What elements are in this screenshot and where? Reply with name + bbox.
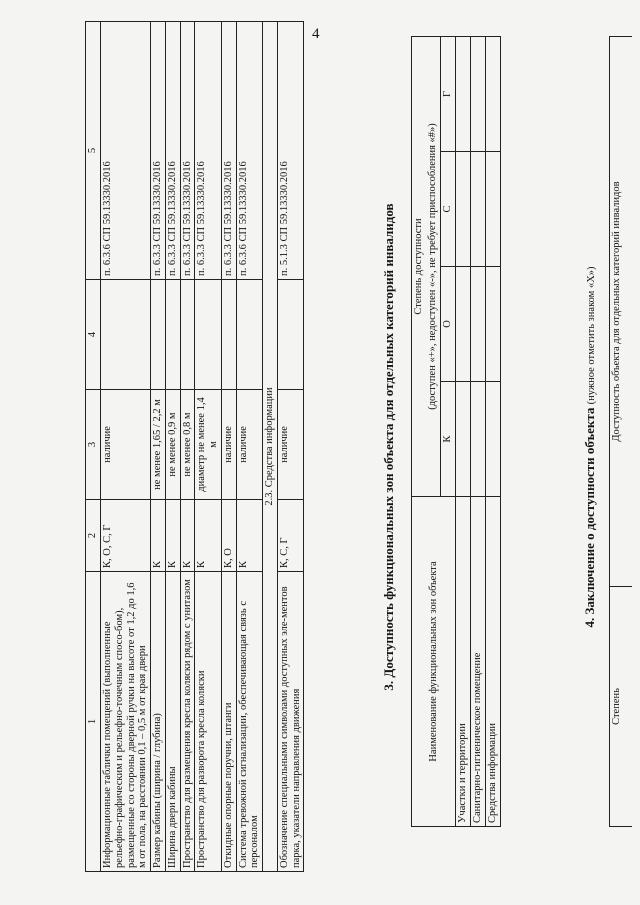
zone-g-cell — [486, 36, 501, 151]
zone-k-cell — [456, 382, 471, 497]
table-row — [486, 36, 501, 826]
page-number: 4 — [312, 26, 320, 42]
section-4-heading — [583, 22, 598, 872]
header-col-5: 5 — [86, 22, 101, 280]
reference-cell: п. 6.3.6 СП 59.13330.2016 — [236, 22, 263, 280]
actual-value — [221, 280, 236, 390]
category-header-o: О — [441, 267, 456, 382]
conclusion-header-row — [610, 37, 633, 827]
requirement-name: Пространство для разворота кресла коляски — [195, 572, 222, 872]
zone-g-cell — [456, 36, 471, 151]
rotated-page-content — [85, 22, 640, 872]
header-col-2: 2 — [86, 500, 101, 572]
table-row — [180, 22, 195, 872]
table-row — [165, 22, 180, 872]
actual-value — [195, 280, 222, 390]
section-row — [263, 22, 278, 872]
norm-value: наличие — [221, 390, 236, 500]
section-3-heading: 3. Доступность функциональных зон объекта для отдельных категорий инвалидов — [381, 203, 396, 691]
categories-cell: К — [236, 500, 263, 572]
reference-cell: п. 6.3.6 СП 59.13330.2016 — [101, 22, 151, 280]
availability-column-header: Доступность объекта для отдельных категорий инвалидов — [610, 37, 633, 587]
zone-s-cell — [456, 152, 471, 267]
zone-o-cell — [471, 267, 486, 382]
requirement-name: Размер кабины (ширина / глубина) — [151, 572, 166, 872]
categories-cell: К — [180, 500, 195, 572]
category-header-k: К — [441, 382, 456, 497]
reference-cell: п. 6.3.3 СП 59.13330.2016 — [195, 22, 222, 280]
reference-cell: п. 6.3.3 СП 59.13330.2016 — [165, 22, 180, 280]
categories-cell: К — [195, 500, 222, 572]
section-4-title: 4. Заключение о доступности объекта — [582, 407, 597, 628]
reference-cell: п. 6.3.3 СП 59.13330.2016 — [221, 22, 236, 280]
table-row — [236, 22, 263, 872]
categories-cell: К, О — [221, 500, 236, 572]
requirements-table — [85, 21, 304, 872]
zone-s-cell — [486, 152, 501, 267]
zone-name: Участки и территории — [456, 497, 471, 827]
category-header-g: Г — [441, 36, 456, 151]
categories-cell: К, С, Г — [277, 500, 304, 572]
categories-cell: К, О, С, Г — [101, 500, 151, 572]
requirement-name: Откидные опорные поручни, штанги — [221, 572, 236, 872]
table-row — [151, 22, 166, 872]
norm-value: не менее 0,8 м — [180, 390, 195, 500]
reference-cell: п. 6.3.3 СП 59.13330.2016 — [180, 22, 195, 280]
zone-name-header: Наименование функциональных зон объекта — [412, 497, 456, 827]
section-title: 2.3. Средства информации — [263, 22, 278, 872]
norm-value: не менее 0,9 м — [165, 390, 180, 500]
degree-column-header: Степень — [610, 587, 633, 827]
zone-o-cell — [456, 267, 471, 382]
actual-value — [151, 280, 166, 390]
table-row — [101, 22, 151, 872]
category-header-s: С — [441, 152, 456, 267]
reference-cell: п. 6.3.3 СП 59.13330.2016 — [151, 22, 166, 280]
actual-value — [165, 280, 180, 390]
zone-name: Санитарно-гигиеническое помещение — [471, 497, 486, 827]
zone-s-cell — [471, 152, 486, 267]
zone-k-cell — [471, 382, 486, 497]
categories-cell: К — [165, 500, 180, 572]
requirement-name: Ширина двери кабины — [165, 572, 180, 872]
actual-value — [101, 280, 151, 390]
header-col-4: 4 — [86, 280, 101, 390]
degree-subheader: (доступен «+», недоступен «-», не требует приспособления «#») — [426, 36, 441, 496]
requirement-name: Обозначение специальными символами доступных эле-ментов парка, указатели направления движения — [277, 572, 304, 872]
norm-value: наличие — [277, 390, 304, 500]
degree-header: Степень доступности — [412, 36, 427, 496]
requirements-header-row — [86, 22, 101, 872]
table-row — [471, 36, 486, 826]
table-row — [277, 22, 304, 872]
table-row — [221, 22, 236, 872]
table-row — [195, 22, 222, 872]
norm-value: наличие — [236, 390, 263, 500]
zone-name: Средства информации — [486, 497, 501, 827]
zone-k-cell — [486, 382, 501, 497]
categories-cell: К — [151, 500, 166, 572]
actual-value — [277, 280, 304, 390]
requirement-name: Система тревожной сигнализации, обеспечивающая связь с персоналом — [236, 572, 263, 872]
actual-value — [236, 280, 263, 390]
reference-cell: п. 5.1.3 СП 59.13330.2016 — [277, 22, 304, 280]
actual-value — [180, 280, 195, 390]
zones-header-row — [412, 36, 427, 826]
norm-value: диаметр не менее 1,4 м — [195, 390, 222, 500]
requirement-name: Информационные таблички помещений (выполненные рельефно-графическим и рельефно-точечным спосо-бом), размещенные со стороны дверной ручки на высоте от 1,2 до 1,6 м от пола, на расстоянии 0,1 – 0,5 м от края двери — [101, 572, 151, 872]
conclusion-table — [609, 36, 632, 827]
norm-value: наличие — [101, 390, 151, 500]
accessibility-zones-table — [411, 36, 501, 827]
norm-value: не менее 1,65 / 2,2 м — [151, 390, 166, 500]
zone-g-cell — [471, 36, 486, 151]
header-col-1: 1 — [86, 572, 101, 872]
table-row — [456, 36, 471, 826]
header-col-3: 3 — [86, 390, 101, 500]
zone-o-cell — [486, 267, 501, 382]
section-4-note: (нужное отметить знаком «Х») — [586, 266, 597, 405]
requirement-name: Пространство для размещения кресла коляски рядом с унитазом — [180, 572, 195, 872]
